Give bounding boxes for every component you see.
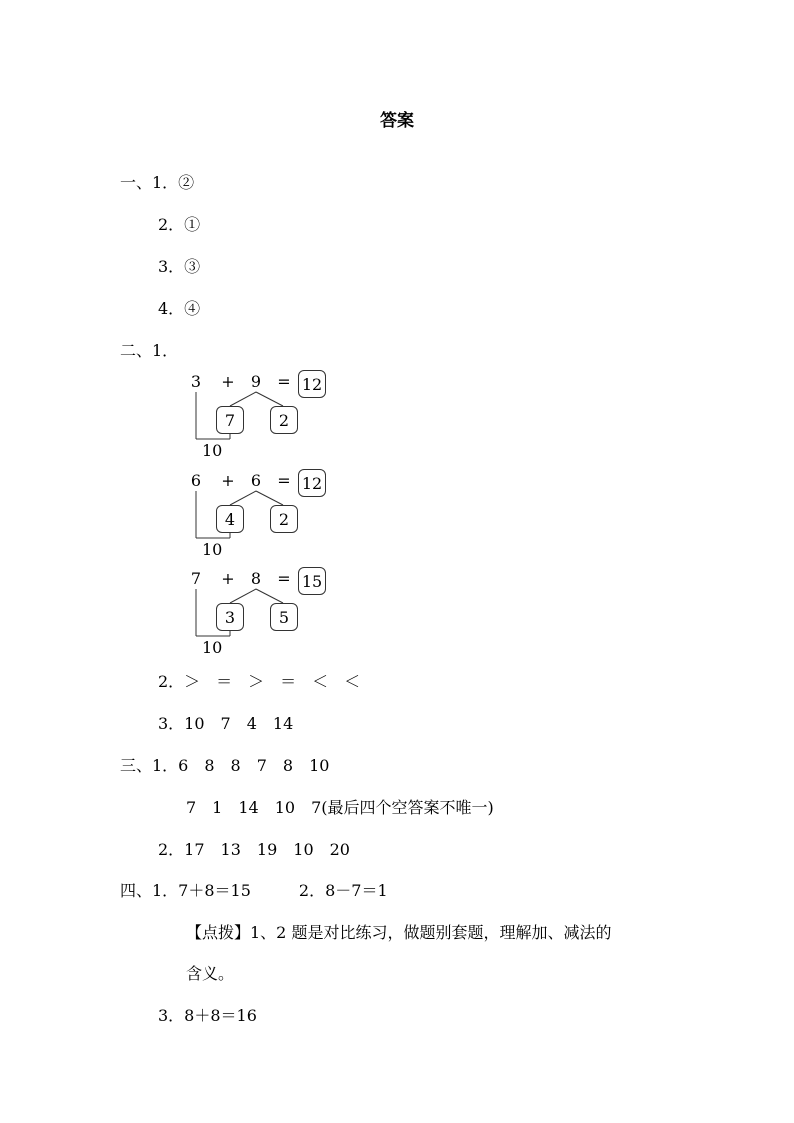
addend-b: 9 [250,372,262,391]
make-ten-diagram-3 [186,567,346,657]
make-ten-diagram-1 [186,370,346,460]
result-box: 12 [298,469,326,497]
split-box-1: 4 [216,505,244,533]
s1-q2: 2．① [158,215,201,234]
addend-a: 6 [190,471,202,490]
addend-b: 6 [250,471,262,490]
split-box-2: 5 [270,603,298,631]
equals-sign: = [277,471,291,490]
page-title: 答案 [380,111,414,131]
ten-label: 10 [202,441,223,460]
s1-q4: 4．④ [158,299,201,318]
addend-a: 7 [190,569,202,588]
plus-sign: + [221,471,235,490]
s4-q1: 四、1．7＋8＝15 2．8－7＝1 [120,881,388,900]
equals-sign: = [277,372,291,391]
addend-a: 3 [190,372,202,391]
s4-tip-line2: 含义。 [186,964,235,983]
plus-sign: + [221,372,235,391]
make-ten-diagram-2 [186,469,346,559]
ten-label: 10 [202,638,223,657]
split-box-2: 2 [270,505,298,533]
plus-sign: + [221,569,235,588]
s1-q1: 一、1．② [120,173,195,192]
result-box: 15 [298,567,326,595]
s2-q1: 二、1． [120,341,179,360]
s3-q2: 2．17 13 19 10 20 [158,840,350,859]
s3-q1a: 三、1．6 8 8 7 8 10 [120,756,330,775]
split-box-2: 2 [270,406,298,434]
s4-q3: 3．8＋8＝16 [158,1006,257,1025]
s2-q2: 2．＞ ＝ ＞ ＝ ＜ ＜ [158,672,361,691]
split-box-1: 7 [216,406,244,434]
equals-sign: = [277,569,291,588]
s3-q1b: 7 1 14 10 7(最后四个空答案不唯一) [186,798,494,817]
addend-b: 8 [250,569,262,588]
s1-q3: 3．③ [158,257,201,276]
s2-q3: 3．10 7 4 14 [158,714,294,733]
s4-tip-line1: 【点拨】1、2 题是对比练习，做题别套题，理解加、减法的 [186,923,612,942]
result-box: 12 [298,370,326,398]
ten-label: 10 [202,540,223,559]
split-box-1: 3 [216,603,244,631]
